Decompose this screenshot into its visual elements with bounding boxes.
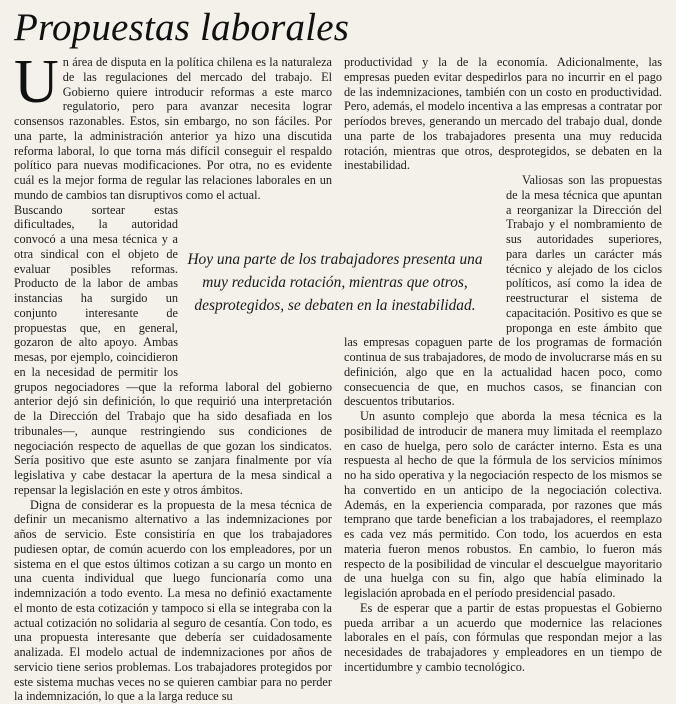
paragraph-text: productividad y la de la economía. Adicionalmente, las empresas pueden evitar despedirlos para no incurrir en el pago de las indemnizaciones, también con un costo en productividad. Pero, además, el modelo incentiva a las empresas a contratar por períodos breves, generando un mercado del trabajo dual, donde una parte de los trabajadores presenta una muy reducida rotación, mientras que otros, desprotegidos, se debaten en la inestabilidad. (344, 55, 662, 172)
column-left (14, 55, 332, 704)
pull-quote: Hoy una parte de los trabajadores presenta una muy reducida rotación, mientras que otros, desprotegidos, se debaten en la inestabilidad. (178, 246, 492, 332)
drop-cap: U (14, 57, 63, 107)
paragraph-text: Es de esperar que a partir de estas propuestas el Gobierno pueda arribar a un acuerdo que modernice las relaciones laborales en el país, con fórmulas que respondan mejor a las necesidades de trabajadores y empleadores en un tiempo de incertidumbre y cambio tecnológico. (344, 601, 662, 674)
paragraph-text: Digna de considerar es la propuesta de la mesa técnica de definir un mecanismo alternativo a las indemnizaciones por años de servicio. Este consistiría en que los trabajadores pudiesen optar, de común acuerdo con los empleadores, por un sistema en el que estos últimos cotizan a su cargo un monto en una cuenta individual que luego funcionaría como una indemnización a todo evento. La mesa no definió exactamente el monto de esta cotización y tampoco si ella se integraba con la actual cotización no solidaria al seguro de cesantía. Con todo, es una propuesta interesante que debería ser cuidadosamente analizada. El modelo actual de indemnizaciones por años de servicio tiene serios problemas. Los trabajadores protegidos por este sistema muchas veces no se quieren cambiar para no perder la indemnización, lo que a la larga reduce su (14, 498, 332, 704)
paragraph (14, 55, 332, 203)
paragraph (14, 498, 332, 704)
paragraph (344, 409, 662, 601)
column-right (344, 55, 662, 675)
paragraph (344, 55, 662, 173)
paragraph-text: Un asunto complejo que aborda la mesa técnica es la posibilidad de introducir de manera muy limitada el reemplazo en caso de huelga, pero solo de carácter interno. Esta es una respuesta al hecho de que la fórmula de los servicios mínimos no ha sido operativa y la negociación respecto de los mismos se ha convertido en un anticipo de la negociación colectiva. Además, en la experiencia comparada, por razones que más temprano que tarde benefician a los trabajadores, el reemplazo es cada vez más permitido. Con todo, los acuerdos en esta materia fueron menos robustos. En cambio, lo fueron más respecto de la posibilidad de vincular el descuelgue mayoritario de una huelga con su fin, algo que había eliminado la legislación aprobada en el período presidencial pasado. (344, 409, 662, 600)
paragraph (344, 601, 662, 675)
article-title: Propuestas laborales (14, 6, 349, 50)
paragraph-text: Valiosas son las propuestas de la mesa técnica que apuntan a reorganizar la Dirección del Trabajo y el nombramiento de sus autoridades superiores, para darles un carácter más técnico y alejado de los ciclos políticos, así como la idea de reestructurar el sistema de capacitación. Positivo es que se proponga en este ámbito que las empresas copaguen parte de los programas de formación continua de sus trabajadores, de modo de involucrarse más en su definición, algo que en la actualidad hacen poco, como consecuencia de que, en muchos casos, se financian con descuentos tributarios. (344, 173, 662, 408)
paragraph-text: n área de disputa en la política chilena es la naturaleza de las regulaciones del mercado del trabajo. El Gobierno quiere introducir reformas a este marco regulatorio, pero para avanzar necesita lograr consensos razonables. Estos, sin embargo, no son fáciles. Por una parte, la administración anterior ya hizo una discutida reforma laboral, lo que torna más difícil conseguir el respaldo político para nuevas modificaciones. Por otra, no es evidente cuál es la mejor forma de regular las relaciones laborales en un mundo de cambios tan disruptivos como el actual. (14, 55, 332, 202)
paragraph-text: Buscando sortear estas dificultades, la autoridad convocó a una mesa técnica y a otra sindical con el objeto de evaluar posibles reformas. Producto de la labor de ambas instancias ha surgido un conjunto interesante de propuestas que, en general, gozaron de alto apoyo. Ambas mesas, por ejemplo, coincidieron en la necesidad de permitir los grupos negociadores —que la reforma laboral del gobierno anterior dejó sin definición, lo que requirió una interpretación de la Dirección del Trabajo que ha sido desafiada en los tribunales—, aunque restringiendo sus condiciones de negociación respecto de aquellas de que gozan los sindicatos. Sería positivo que este asunto se zanjara finalmente por vía legislativa y cabe destacar la apertura de la mesa sindical a repensar la legislación en este y otros ámbitos. (14, 203, 332, 497)
